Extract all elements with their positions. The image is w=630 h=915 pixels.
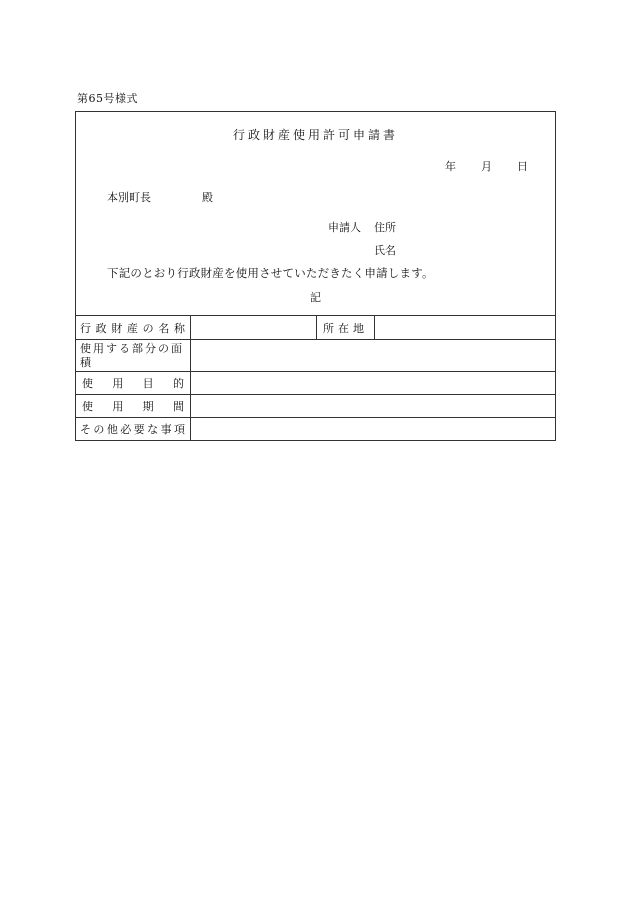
addressee: 本別町長 (107, 191, 151, 204)
period-char: 用 (112, 400, 124, 413)
table-row (76, 372, 556, 395)
application-header-box (75, 111, 556, 315)
area-label: 使用する部分の面積 (76, 340, 191, 372)
period-char: 間 (172, 400, 184, 413)
table-row (76, 340, 556, 372)
request-statement: 下記のとおり行政財産を使用させていただきたく申請します。 (107, 266, 434, 280)
location-field[interactable] (375, 316, 556, 340)
table-row (76, 316, 556, 340)
other-matters-field[interactable] (191, 418, 556, 441)
period-char: 期 (142, 400, 154, 413)
detail-table (75, 315, 556, 441)
property-name-label: 行政財産の名称 (76, 316, 191, 340)
applicant-address-label: 住所 (374, 221, 396, 234)
period-char: 使 (82, 400, 93, 413)
area-field[interactable] (191, 340, 556, 372)
other-matters-label: その他必要な事項 (76, 418, 191, 441)
period-field[interactable] (191, 395, 556, 418)
date-month-label: 月 (481, 160, 492, 173)
form-number: 第65号様式 (77, 92, 138, 105)
date-line (445, 158, 528, 174)
purpose-char: 使 (82, 377, 93, 390)
location-label: 所在地 (317, 316, 375, 340)
property-name-field[interactable] (191, 316, 317, 340)
table-row (76, 395, 556, 418)
purpose-field[interactable] (191, 372, 556, 395)
document-title: 行政財産使用許可申請書 (232, 128, 398, 142)
table-row (76, 418, 556, 441)
date-day-label: 日 (517, 160, 528, 173)
purpose-char: 目 (142, 377, 154, 390)
date-year-label: 年 (445, 160, 456, 173)
purpose-char: 用 (112, 377, 124, 390)
period-label (76, 395, 191, 418)
purpose-label (76, 372, 191, 395)
honorific: 殿 (202, 191, 213, 204)
applicant-label: 申請人 (328, 221, 361, 234)
applicant-name-label: 氏名 (374, 244, 396, 257)
purpose-char: 的 (172, 377, 184, 390)
ki-heading: 記 (310, 291, 321, 304)
